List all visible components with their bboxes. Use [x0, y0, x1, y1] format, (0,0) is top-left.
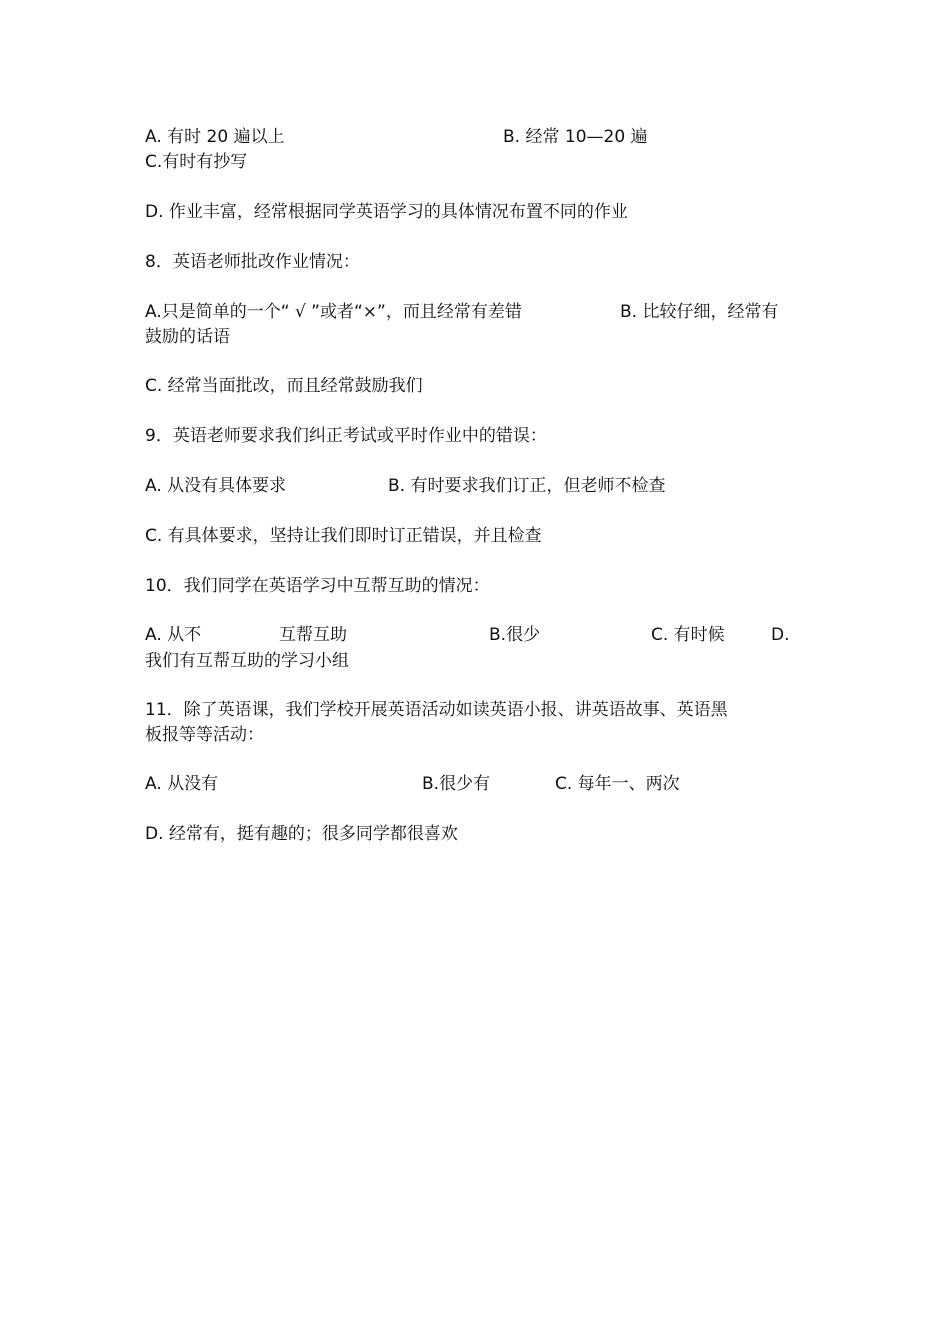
q11-option-d: D. 经常有，挺有趣的；很多同学都很喜欢	[145, 824, 458, 844]
q10-option-b: B.很少	[489, 625, 541, 645]
q10-option-d-continued: 我们有互帮互助的学习小组	[145, 651, 349, 671]
q8-option-b-continued: 鼓励的话语	[145, 327, 230, 347]
q11-option-a: A. 从没有	[145, 774, 219, 794]
q9-question: 9．英语老师要求我们纠正考试或平时作业中的错误：	[145, 426, 547, 446]
q7-option-b: B. 经常 10—20 遍	[503, 127, 648, 147]
q7-option-c: C.有时有抄写	[145, 152, 248, 172]
q10-option-d: D.	[771, 625, 790, 645]
q10-option-c: C. 有时候	[651, 625, 725, 645]
q10-option-a: A. 从不	[145, 625, 202, 645]
q8-option-c: C. 经常当面批改，而且经常鼓励我们	[145, 376, 423, 396]
q8-option-a: A.只是简单的一个“ √ ”或者“×”，而且经常有差错	[145, 302, 522, 322]
q10-question: 10．我们同学在英语学习中互帮互助的情况：	[145, 576, 490, 596]
q9-option-b: B. 有时要求我们订正，但老师不检查	[388, 476, 666, 496]
q8-question: 8．英语老师批改作业情况：	[145, 252, 360, 272]
q11-question-continued: 板报等等活动：	[145, 725, 264, 745]
q7-option-d: D. 作业丰富，经常根据同学英语学习的具体情况布置不同的作业	[145, 202, 628, 222]
q11-option-c: C. 每年一、两次	[555, 774, 680, 794]
q8-option-b: B. 比较仔细，经常有	[620, 302, 779, 322]
q11-option-b: B.很少有	[422, 774, 491, 794]
q10-option-a-continued: 互帮互助	[279, 625, 347, 645]
q11-question: 11．除了英语课，我们学校开展英语活动如读英语小报、讲英语故事、英语黑	[145, 700, 728, 720]
q9-option-c: C. 有具体要求，坚持让我们即时订正错误，并且检查	[145, 526, 542, 546]
q7-option-a: A. 有时 20 遍以上	[145, 127, 285, 147]
q9-option-a: A. 从没有具体要求	[145, 476, 287, 496]
